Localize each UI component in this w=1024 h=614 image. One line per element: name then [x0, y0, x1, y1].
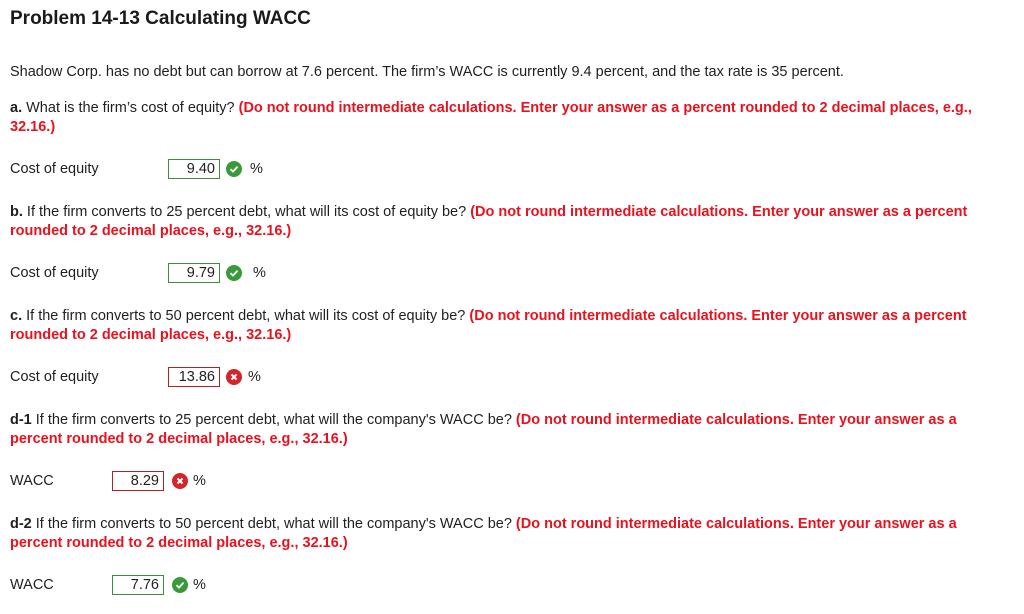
answer-input[interactable]: 13.86: [168, 367, 220, 387]
question-text: If the firm converts to 50 percent debt, what will its cost of equity be?: [26, 308, 466, 324]
question-text: If the firm converts to 25 percent debt, what will its cost of equity be?: [26, 204, 467, 220]
question-a: [10, 99, 1010, 137]
question-text: What is the firm’s cost of equity?: [26, 100, 235, 116]
question-note: (Do not round intermediate calculations. Enter your answer as a percent rounded to 2 decimal places, e.g., 32.16.): [10, 516, 957, 551]
question-label: c.: [10, 308, 23, 324]
answer-label: WACC: [10, 473, 54, 489]
percent-unit: %: [193, 473, 206, 489]
answer-label: Cost of equity: [10, 369, 99, 385]
question-d2: [10, 515, 1010, 553]
percent-unit: %: [253, 265, 266, 281]
answer-label: Cost of equity: [10, 265, 99, 281]
question-text: If the firm converts to 25 percent debt, what will the company's WACC be?: [35, 412, 512, 428]
question-note: (Do not round intermediate calculations. Enter your answer as a percent rounded to 2 decimal places, e.g., 32.16.): [10, 204, 968, 239]
answer-input[interactable]: 8.29: [112, 471, 164, 491]
answer-input[interactable]: 9.40: [168, 159, 220, 179]
answer-input[interactable]: 9.79: [168, 263, 220, 283]
question-label: b.: [10, 204, 23, 220]
question-note: (Do not round intermediate calculations. Enter your answer as a percent rounded to 2 decimal places, e.g., 32.16.): [10, 308, 967, 343]
question-d1: [10, 411, 1010, 449]
check-circle-icon: [226, 265, 242, 281]
problem-intro: Shadow Corp. has no debt but can borrow at 7.6 percent. The firm’s WACC is currently 9.4 percent, and the tax rate is 35 percent.: [10, 64, 844, 80]
answer-label: WACC: [10, 577, 54, 593]
question-note: (Do not round intermediate calculations. Enter your answer as a percent rounded to 2 decimal places, e.g., 32.16.): [10, 412, 957, 447]
x-circle-icon: [172, 473, 188, 489]
question-b: [10, 203, 1010, 241]
question-c: [10, 307, 1010, 345]
problem-title: Problem 14-13 Calculating WACC: [10, 8, 311, 29]
question-label: a.: [10, 100, 23, 116]
check-circle-icon: [226, 161, 242, 177]
answer-label: Cost of equity: [10, 161, 99, 177]
percent-unit: %: [248, 369, 261, 385]
percent-unit: %: [193, 577, 206, 593]
answer-input[interactable]: 7.76: [112, 575, 164, 595]
question-label: d-1: [10, 412, 32, 428]
question-note: (Do not round intermediate calculations. Enter your answer as a percent rounded to 2 decimal places, e.g., 32.16.): [10, 100, 972, 135]
question-label: d-2: [10, 516, 32, 532]
check-circle-icon: [172, 577, 188, 593]
x-circle-icon: [226, 369, 242, 385]
percent-unit: %: [250, 161, 263, 177]
question-text: If the firm converts to 50 percent debt, what will the company's WACC be?: [35, 516, 512, 532]
